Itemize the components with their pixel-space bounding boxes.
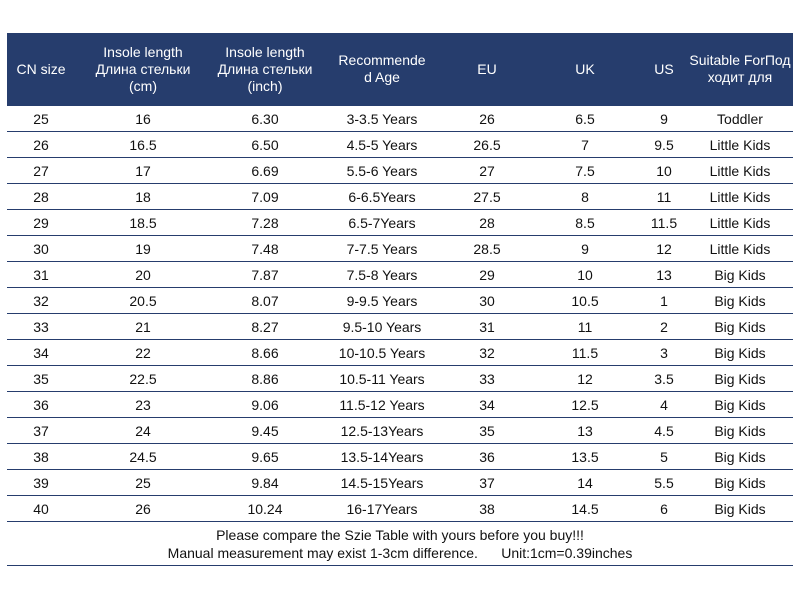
cell-insole-inch: 6.69 — [251, 162, 279, 179]
cell-insole-inch: 7.28 — [251, 214, 279, 231]
cell-suitable-for: Big Kids — [714, 396, 766, 413]
cell-us: 4.5 — [654, 422, 674, 439]
cell-recommended-age: 5.5-6 Years — [346, 162, 418, 179]
cell-cn-size: 37 — [33, 422, 49, 439]
cell-suitable-for: Big Kids — [714, 500, 766, 517]
header-cn-size: CN size — [16, 60, 66, 77]
cell-insole-inch: 7.09 — [251, 188, 279, 205]
cell-insole-cm: 20 — [135, 266, 151, 283]
cell-insole-cm: 24.5 — [129, 448, 157, 465]
table-row — [7, 210, 793, 236]
cell-uk: 14 — [577, 474, 593, 491]
cell-eu: 27 — [479, 162, 495, 179]
cell-insole-cm: 23 — [135, 396, 151, 413]
table-row — [7, 418, 793, 444]
cell-eu: 28.5 — [473, 240, 501, 257]
cell-suitable-for: Little Kids — [709, 240, 771, 257]
table-row — [7, 236, 793, 262]
cell-suitable-for: Big Kids — [714, 344, 766, 361]
cell-insole-inch: 7.87 — [251, 266, 279, 283]
footer-measurement-note: Manual measurement may exist 1-3cm difference. Unit:1cm=0.39inches — [167, 544, 633, 561]
cell-us: 13 — [656, 266, 672, 283]
cell-recommended-age: 10.5-11 Years — [339, 370, 425, 387]
table-row — [7, 496, 793, 522]
cell-recommended-age: 12.5-13Years — [340, 422, 424, 439]
cell-insole-inch: 7.48 — [251, 240, 279, 257]
cell-eu: 38 — [479, 500, 495, 517]
cell-insole-inch: 8.86 — [251, 370, 279, 387]
cell-us: 10 — [656, 162, 672, 179]
cell-uk: 8.5 — [575, 214, 595, 231]
table-body — [7, 106, 793, 522]
header-uk: UK — [575, 60, 595, 77]
table-row — [7, 392, 793, 418]
cell-insole-inch: 9.45 — [251, 422, 279, 439]
cell-us: 5 — [660, 448, 668, 465]
cell-uk: 8 — [581, 188, 589, 205]
cell-suitable-for: Little Kids — [709, 136, 771, 153]
cell-suitable-for: Big Kids — [714, 292, 766, 309]
cell-suitable-for: Little Kids — [709, 188, 771, 205]
cell-eu: 33 — [479, 370, 495, 387]
cell-cn-size: 32 — [33, 292, 49, 309]
cell-uk: 10 — [577, 266, 593, 283]
cell-eu: 35 — [479, 422, 495, 439]
cell-insole-cm: 18 — [135, 188, 151, 205]
table-footer-note — [7, 522, 793, 566]
cell-us: 6 — [660, 500, 668, 517]
cell-cn-size: 39 — [33, 474, 49, 491]
cell-recommended-age: 6.5-7Years — [348, 214, 416, 231]
table-row — [7, 288, 793, 314]
cell-recommended-age: 11.5-12 Years — [339, 396, 425, 413]
header-insole-cm: Insole length Длина стельки (cm) — [95, 43, 191, 94]
cell-uk: 9 — [581, 240, 589, 257]
cell-eu: 26.5 — [473, 136, 501, 153]
cell-uk: 11.5 — [571, 344, 599, 361]
cell-insole-cm: 21 — [135, 318, 151, 335]
cell-cn-size: 33 — [33, 318, 49, 335]
table-row — [7, 314, 793, 340]
cell-recommended-age: 13.5-14Years — [340, 448, 424, 465]
cell-eu: 36 — [479, 448, 495, 465]
footer-compare-note: Please compare the Szie Table with yours before you buy!!! — [216, 526, 584, 543]
cell-recommended-age: 10-10.5 Years — [338, 344, 426, 361]
cell-suitable-for: Big Kids — [714, 422, 766, 439]
cell-eu: 37 — [479, 474, 495, 491]
cell-recommended-age: 7.5-8 Years — [346, 266, 418, 283]
cell-us: 3 — [660, 344, 668, 361]
cell-eu: 26 — [479, 110, 495, 127]
cell-us: 4 — [660, 396, 668, 413]
cell-suitable-for: Toddler — [717, 110, 763, 127]
header-recommended-age: Recommende d Age — [338, 52, 426, 85]
cell-insole-cm: 22.5 — [129, 370, 157, 387]
cell-suitable-for: Big Kids — [714, 474, 766, 491]
cell-uk: 7 — [581, 136, 589, 153]
cell-us: 9 — [660, 110, 668, 127]
cell-eu: 32 — [479, 344, 495, 361]
cell-uk: 13 — [577, 422, 593, 439]
cell-cn-size: 40 — [33, 500, 49, 517]
cell-us: 3.5 — [654, 370, 674, 387]
table-row — [7, 262, 793, 288]
cell-suitable-for: Big Kids — [714, 318, 766, 335]
cell-eu: 31 — [479, 318, 495, 335]
cell-eu: 29 — [479, 266, 495, 283]
cell-us: 11.5 — [650, 214, 678, 231]
cell-suitable-for: Big Kids — [714, 370, 766, 387]
cell-insole-cm: 24 — [135, 422, 151, 439]
cell-insole-cm: 16.5 — [129, 136, 157, 153]
cell-recommended-age: 16-17Years — [346, 500, 418, 517]
cell-insole-cm: 16 — [135, 110, 151, 127]
cell-insole-cm: 19 — [135, 240, 151, 257]
cell-insole-inch: 9.65 — [251, 448, 279, 465]
cell-uk: 10.5 — [571, 292, 599, 309]
cell-uk: 13.5 — [571, 448, 599, 465]
table-row — [7, 366, 793, 392]
cell-insole-inch: 8.27 — [251, 318, 279, 335]
cell-cn-size: 27 — [33, 162, 49, 179]
cell-recommended-age: 9.5-10 Years — [342, 318, 422, 335]
table-row — [7, 444, 793, 470]
header-insole-inch: Insole length Длина стельки (inch) — [217, 43, 313, 94]
cell-insole-inch: 6.30 — [251, 110, 279, 127]
table-row — [7, 470, 793, 496]
table-row — [7, 132, 793, 158]
table-row — [7, 158, 793, 184]
cell-insole-cm: 18.5 — [129, 214, 157, 231]
cell-us: 11 — [656, 188, 672, 205]
cell-recommended-age: 9-9.5 Years — [346, 292, 418, 309]
cell-insole-cm: 26 — [135, 500, 151, 517]
cell-insole-inch: 9.84 — [251, 474, 279, 491]
cell-recommended-age: 7-7.5 Years — [346, 240, 418, 257]
cell-recommended-age: 3-3.5 Years — [346, 110, 418, 127]
table-row — [7, 106, 793, 132]
cell-eu: 28 — [479, 214, 495, 231]
cell-suitable-for: Little Kids — [709, 162, 771, 179]
cell-cn-size: 25 — [33, 110, 49, 127]
cell-insole-cm: 20.5 — [129, 292, 157, 309]
cell-uk: 12.5 — [571, 396, 599, 413]
cell-cn-size: 35 — [33, 370, 49, 387]
cell-recommended-age: 14.5-15Years — [340, 474, 424, 491]
cell-cn-size: 30 — [33, 240, 49, 257]
cell-insole-inch: 8.07 — [251, 292, 279, 309]
cell-insole-inch: 9.06 — [251, 396, 279, 413]
table-row — [7, 340, 793, 366]
cell-uk: 6.5 — [575, 110, 595, 127]
cell-eu: 30 — [479, 292, 495, 309]
cell-suitable-for: Big Kids — [714, 266, 766, 283]
cell-insole-inch: 8.66 — [251, 344, 279, 361]
cell-uk: 7.5 — [575, 162, 595, 179]
header-us: US — [654, 60, 674, 77]
cell-insole-cm: 17 — [135, 162, 151, 179]
cell-cn-size: 29 — [33, 214, 49, 231]
cell-insole-inch: 6.50 — [251, 136, 279, 153]
cell-suitable-for: Little Kids — [709, 214, 771, 231]
cell-us: 1 — [660, 292, 668, 309]
cell-us: 2 — [660, 318, 668, 335]
cell-us: 9.5 — [654, 136, 674, 153]
cell-cn-size: 28 — [33, 188, 49, 205]
cell-recommended-age: 4.5-5 Years — [346, 136, 418, 153]
cell-uk: 12 — [577, 370, 593, 387]
cell-eu: 34 — [479, 396, 495, 413]
header-suitable-for: Suitable ForПод ходит для — [689, 52, 791, 85]
cell-us: 12 — [656, 240, 672, 257]
cell-cn-size: 34 — [33, 344, 49, 361]
cell-cn-size: 38 — [33, 448, 49, 465]
cell-suitable-for: Big Kids — [714, 448, 766, 465]
cell-us: 5.5 — [654, 474, 674, 491]
cell-insole-inch: 10.24 — [247, 500, 283, 517]
table-header — [7, 33, 793, 105]
cell-insole-cm: 22 — [135, 344, 151, 361]
cell-recommended-age: 6-6.5Years — [348, 188, 416, 205]
header-eu: EU — [477, 60, 497, 77]
cell-cn-size: 36 — [33, 396, 49, 413]
cell-uk: 11 — [577, 318, 593, 335]
cell-cn-size: 26 — [33, 136, 49, 153]
cell-cn-size: 31 — [33, 266, 49, 283]
table-row — [7, 184, 793, 210]
size-chart-table — [7, 33, 793, 566]
cell-uk: 14.5 — [571, 500, 599, 517]
cell-eu: 27.5 — [473, 188, 501, 205]
cell-insole-cm: 25 — [135, 474, 151, 491]
